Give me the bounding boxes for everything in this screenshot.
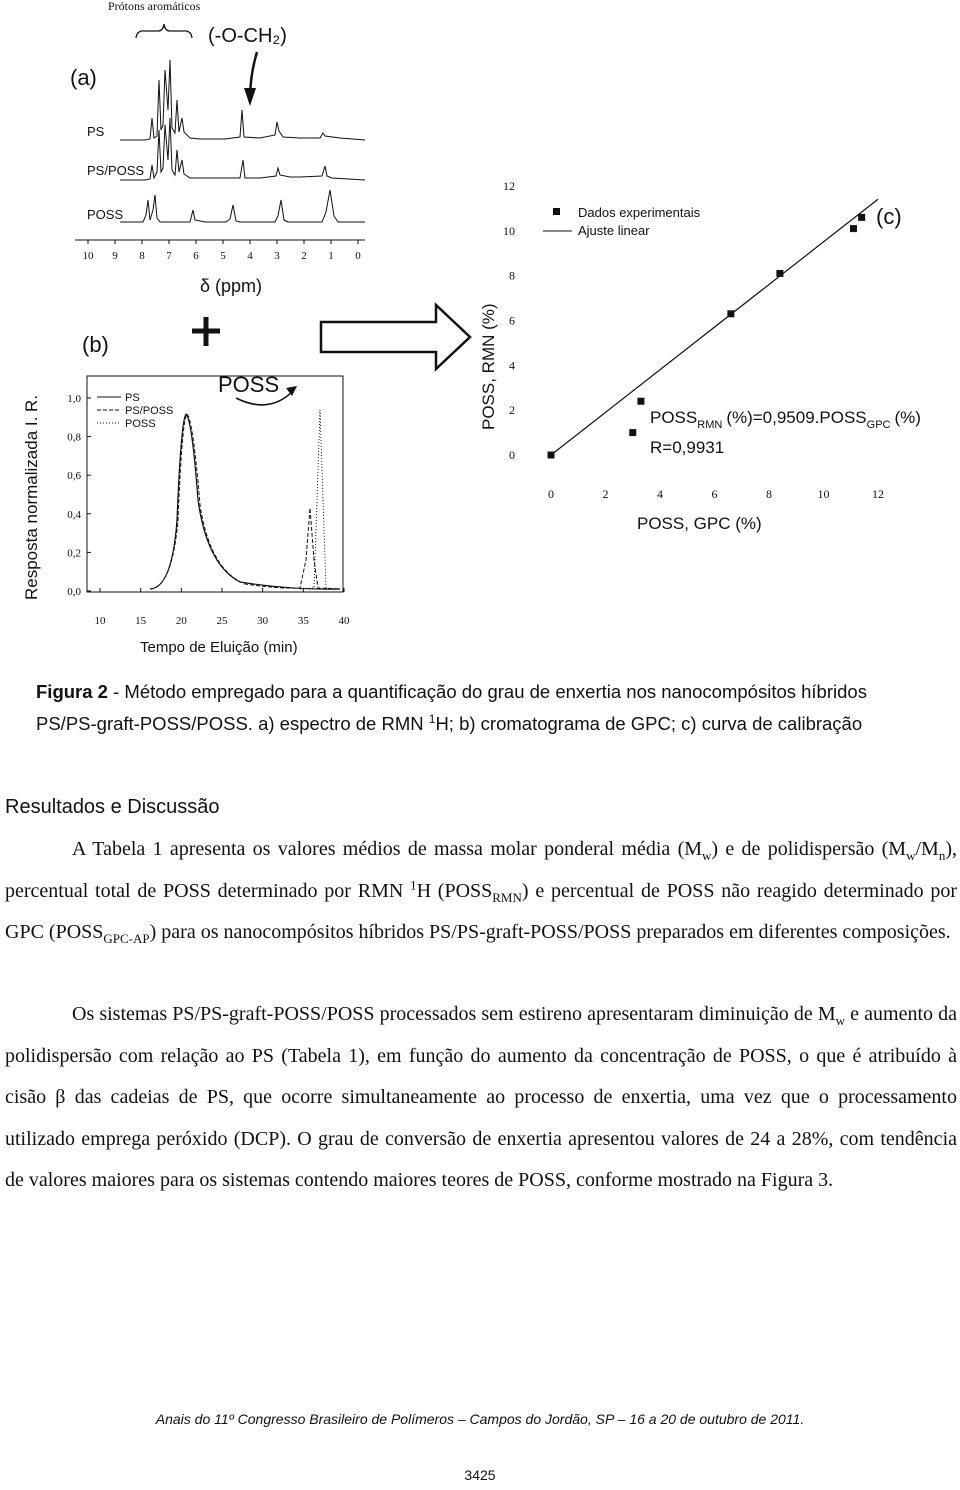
- cal-data-point: [858, 214, 865, 221]
- nmr-x-tick-label: 7: [166, 250, 172, 262]
- cal-y-tick-label: 10: [503, 223, 515, 238]
- gpc-y-tick-label: 0,6: [67, 470, 81, 483]
- cal-data-point: [727, 310, 734, 317]
- plus-icon: [192, 317, 220, 346]
- gpc-x-tick-label: 20: [175, 615, 187, 627]
- cal-y-tick-label: 6: [509, 313, 515, 328]
- cal-data-point: [776, 270, 783, 277]
- nmr-x-tick-label: 8: [139, 250, 145, 262]
- cal-data-point: [637, 398, 644, 405]
- big-right-arrow-icon: [321, 305, 470, 369]
- gpc-x-label: Tempo de Eluição (min): [140, 639, 298, 656]
- gpc-x-tick-label: 40: [338, 615, 350, 627]
- cal-x-tick-label: 12: [872, 487, 884, 501]
- gpc-y-tick-label: 0,8: [67, 431, 81, 444]
- cal-data-point: [850, 225, 857, 232]
- trace-label-ps: PS: [87, 124, 105, 139]
- nmr-x-tick-label: 3: [274, 250, 280, 262]
- panel-a-nmr: [70, 0, 365, 296]
- ch2-label: (-O-CH₂): [208, 25, 287, 47]
- trace-label-ps-poss: PS/POSS: [87, 163, 145, 178]
- nmr-trace-ps: [120, 60, 365, 140]
- gpc-y-tick-label: 1,0: [67, 393, 81, 405]
- cal-equation: $POSS_{RMN}$ $(\%)=0,9509.POSS_{GPC}$ (%): [650, 408, 921, 431]
- cal-x-label: POSS, GPC (%): [637, 514, 762, 533]
- section-title: Resultados e Discussão: [5, 796, 220, 818]
- gpc-x-tick-label: 25: [216, 615, 228, 627]
- panel-b-gpc: [22, 332, 350, 656]
- nmr-x-tick-label: 5: [220, 250, 226, 262]
- cal-x-tick-label: 4: [657, 487, 663, 501]
- nmr-trace-ps-poss: [120, 118, 365, 180]
- figure-caption: [36, 676, 936, 740]
- cal-x-tick-label: 0: [548, 487, 554, 501]
- nmr-x-tick-label: 4: [247, 250, 253, 262]
- panel-c-calibration: [479, 179, 921, 533]
- cal-x-tick-label: 2: [602, 487, 609, 501]
- figure-2: [0, 0, 960, 660]
- caption-line-1: [36, 676, 936, 708]
- gpc-x-ticks: [95, 588, 351, 627]
- cal-x-ticks: [548, 487, 884, 501]
- cal-data-point: [629, 429, 636, 436]
- gpc-legend-poss: POSS: [125, 418, 156, 430]
- nmr-x-label: δ (ppm): [200, 276, 263, 296]
- gpc-curve-ps-poss: [150, 414, 340, 589]
- cal-legend-point-icon: [553, 208, 560, 215]
- panel-a-label: (a): [70, 65, 97, 90]
- nmr-x-tick-label: 0: [355, 250, 361, 262]
- panel-b-label: (b): [82, 332, 109, 357]
- cal-data-point: [548, 452, 555, 459]
- gpc-y-tick-label: 0,4: [67, 508, 81, 521]
- gpc-y-label: Resposta normalizada I. R.: [22, 394, 41, 600]
- gpc-x-tick-label: 10: [94, 615, 106, 627]
- plus-poss-group: [192, 317, 297, 405]
- caption-text-2a: PS/PS-graft-POSS/POSS. a) espectro de RMN: [36, 713, 429, 734]
- nmr-x-tick-label: 6: [193, 250, 199, 262]
- ch2-arrow-head-icon: [244, 88, 256, 106]
- trace-label-poss: POSS: [87, 207, 124, 222]
- cal-legend-points: Dados experimentais: [578, 205, 701, 220]
- panel-c-label: (c): [876, 204, 902, 229]
- caption-sup: 1: [428, 711, 436, 726]
- cal-y-tick-label: 4: [509, 358, 515, 373]
- cal-y-tick-label: 0: [509, 448, 515, 462]
- cal-x-tick-label: 10: [817, 487, 830, 501]
- nmr-x-tick-label: 9: [112, 250, 118, 262]
- nmr-trace-poss: [120, 190, 365, 222]
- gpc-x-tick-label: 35: [297, 615, 309, 627]
- gpc-legend-ps: PS: [125, 392, 140, 404]
- nmr-x-ticks: [83, 240, 362, 262]
- cal-y-tick-label: 8: [509, 268, 515, 283]
- cal-y-ticks: [503, 179, 515, 462]
- caption-figure-label: Figura 2: [36, 681, 108, 702]
- footer-event: Anais do 11º Congresso Brasileiro de Polímeros – Campos do Jordão, SP – 16 a 20 de outubro de 2011.: [155, 1411, 805, 1427]
- caption-text-2b: H; b) cromatograma de GPC; c) curva de calibração: [435, 713, 863, 734]
- cal-x-tick-label: 6: [711, 487, 718, 501]
- footer-page-number: 3425: [464, 1467, 496, 1483]
- cal-r-value: R=0,9931: [650, 438, 725, 457]
- nmr-x-tick-label: 1: [328, 250, 334, 262]
- gpc-y-tick-label: 0,0: [67, 586, 81, 598]
- nmr-x-tick-label: 10: [82, 250, 94, 262]
- cal-legend-line: Ajuste linear: [578, 223, 650, 238]
- cal-y-tick-label: 2: [509, 403, 515, 418]
- plus-poss-label: POSS: [218, 372, 280, 397]
- poss-arrow-head-icon: [286, 386, 297, 396]
- gpc-curve-poss: [300, 410, 340, 589]
- nmr-x-tick-label: 2: [301, 250, 307, 262]
- gpc-y-tick-label: 0,2: [67, 547, 81, 560]
- caption-text-1: - Método empregado para a quantificação do grau de enxertia nos nanocompósitos híbridos: [107, 681, 867, 702]
- paragraph-2: Os sistemas PS/PS-graft-POSS/POSS processados sem estireno apresentaram diminuição de $M_w$ e aumento da polidispersão com relação ao PS (Tabela 1), em função do aumento da concentração de POSS, o que é atribuído à cisão β das cadeias de PS, que ocorre simultaneamente ao processo de enxertia, uma vez que o processamento utilizado emprega peróxido (DCP). O grau de conversão de enxertia apresentou valores de 24 a 28%, com tendência de valores maiores para os sistemas contendo maiores teores de POSS, conforme mostrado na Figura 3.: [5, 1003, 957, 1191]
- paragraph-1: A Tabela 1 apresenta os valores médios de massa molar ponderal média $(M_w)$ e de polidispersão $(M_w/M_n)$, percentual total de POSS determinado por RMN $^1$H $(POSS_{RMN})$ e percentual de POSS não reagido determinado por GPC $(POSS_{GPC-AP})$ para os nanocompósitos híbridos PS/PS-graft-POSS/POSS preparados em diferentes composições.: [5, 838, 957, 946]
- gpc-legend-ps-poss: PS/POSS: [125, 405, 174, 417]
- caption-line-2: [36, 708, 936, 740]
- gpc-x-tick-label: 30: [257, 615, 269, 627]
- cal-x-tick-label: 8: [766, 487, 772, 501]
- brace-icon: [136, 24, 192, 38]
- cal-y-label: POSS, RMN (%): [479, 303, 498, 430]
- gpc-x-tick-label: 15: [135, 615, 147, 627]
- aromatic-protons-label: Prótons aromáticos: [108, 0, 201, 13]
- cal-y-tick-label: 12: [503, 179, 515, 193]
